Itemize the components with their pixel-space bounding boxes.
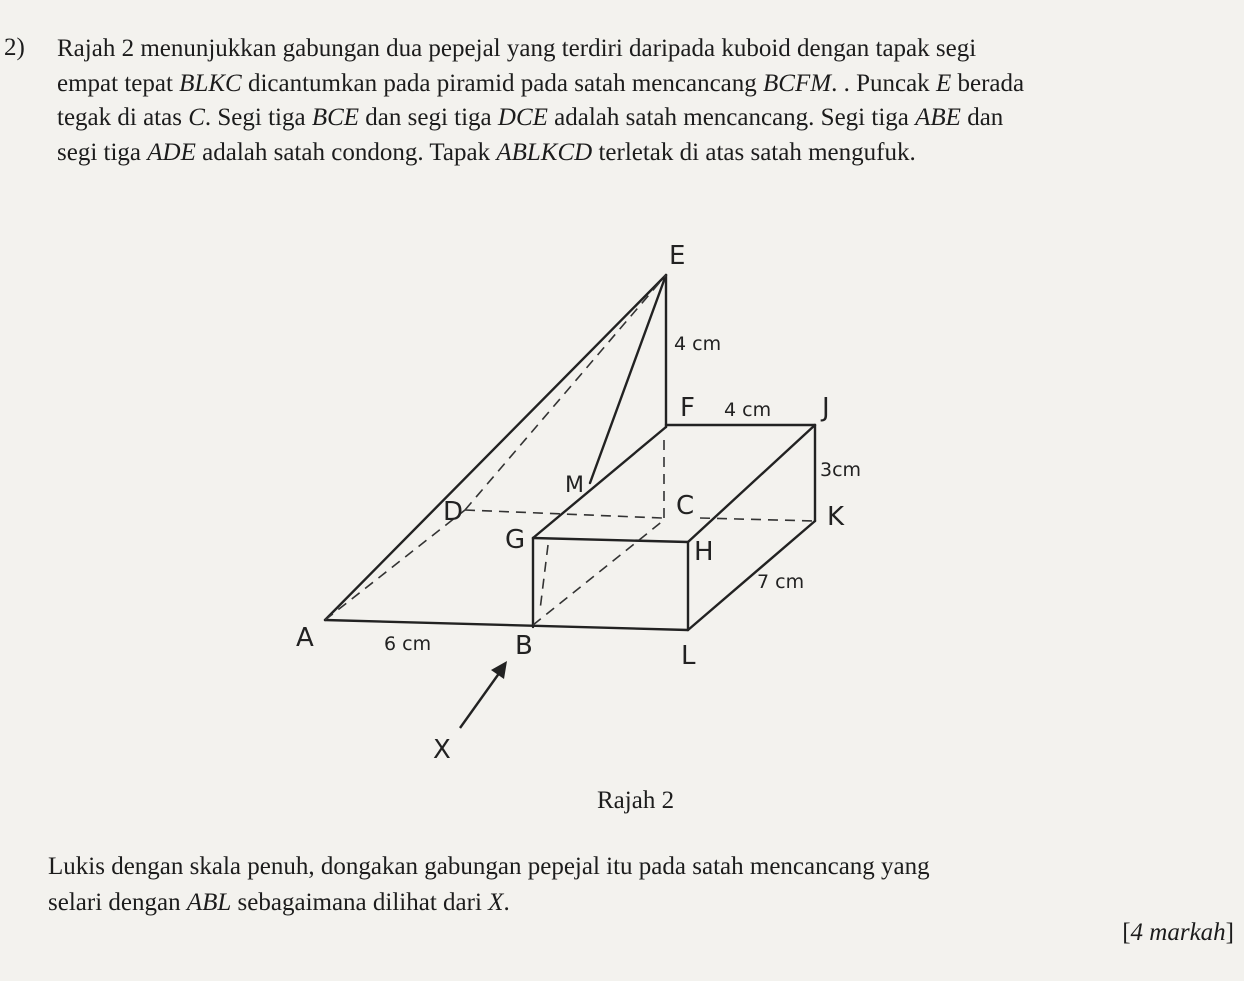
text-run: . . Puncak [831,69,936,97]
edge-EM [590,275,666,483]
figure-caption: Rajah 2 [597,787,675,814]
text-run: selari dengan [48,889,187,916]
label-J: J [822,393,830,423]
math-variable: ABL [186,889,232,916]
dimension-JK: 3cm [820,459,862,481]
edge-FG [533,427,666,538]
marks-close: ] [1225,919,1234,946]
instruction-paragraph [48,849,930,921]
label-X: X [433,735,451,765]
instruction-line [48,885,930,921]
label-G: G [505,525,526,555]
math-variable: E [935,69,952,97]
text-run: Lukis dengan skala penuh, dongakan gabungan pepejal itu pada satah mencancang yang [48,853,930,880]
text-run: segi tiga [57,138,148,166]
text-run: adalah satah mencancang. Segi tiga [547,104,916,131]
label-F: F [680,393,695,423]
math-variable: C [188,104,205,131]
text-run: berada [951,69,1025,97]
dimension-FJ: 4 cm [724,399,772,421]
marks-open: [ [1122,919,1131,946]
label-C: C [676,491,695,521]
math-variable: BLKC [179,69,242,97]
text-run: . [503,889,510,916]
label-M: M [565,473,584,498]
text-run: dan [960,104,1004,131]
math-variable: X [488,889,504,916]
math-variable: DCE [497,104,548,131]
text-run: empat tepat [57,69,180,97]
text-run: . Segi tiga [204,104,312,131]
question-number: 2) [4,34,25,61]
text-run: tegak di atas [57,104,189,131]
edge-HJ [688,425,815,542]
text-run: dicantumkan pada piramid pada satah mencancang [241,69,764,97]
math-variable: ABE [915,104,961,131]
marks-label: 4 markah [1130,919,1226,946]
dimension-AB: 6 cm [384,633,432,655]
text-run: terletak di atas satah mengufuk. [592,138,916,166]
math-variable: BCE [311,104,360,131]
text-run: Rajah 2 menunjukkan gabungan dua pepejal yang terdiri daripada kuboid dengan tapak segi [57,35,977,62]
dimension-KL: 7 cm [757,571,805,593]
math-variable: ABLKCD [496,138,593,166]
label-D: D [443,497,464,527]
label-H: H [694,537,714,567]
view-arrow [460,661,507,728]
label-E: E [669,241,686,271]
hidden-edge-GM [540,545,548,610]
label-A: A [296,623,314,653]
text-run: dan segi tiga [359,104,498,131]
dimension-EF: 4 cm [674,333,722,355]
math-variable: ADE [147,138,196,166]
text-run: adalah satah condong. Tapak [195,138,497,166]
hidden-edge-CK [700,518,815,521]
math-variable: BCFM [763,69,832,97]
text-run: sebagaimana dilihat dari [231,889,489,916]
hidden-edge-BC [533,520,664,625]
edge-AE [325,275,666,620]
label-K: K [827,502,845,532]
marks-allocation [1122,919,1234,947]
label-L: L [681,641,696,671]
instruction-line [48,849,930,885]
label-B: B [515,631,533,661]
edge-AB [325,620,688,630]
edge-GH [533,538,688,542]
